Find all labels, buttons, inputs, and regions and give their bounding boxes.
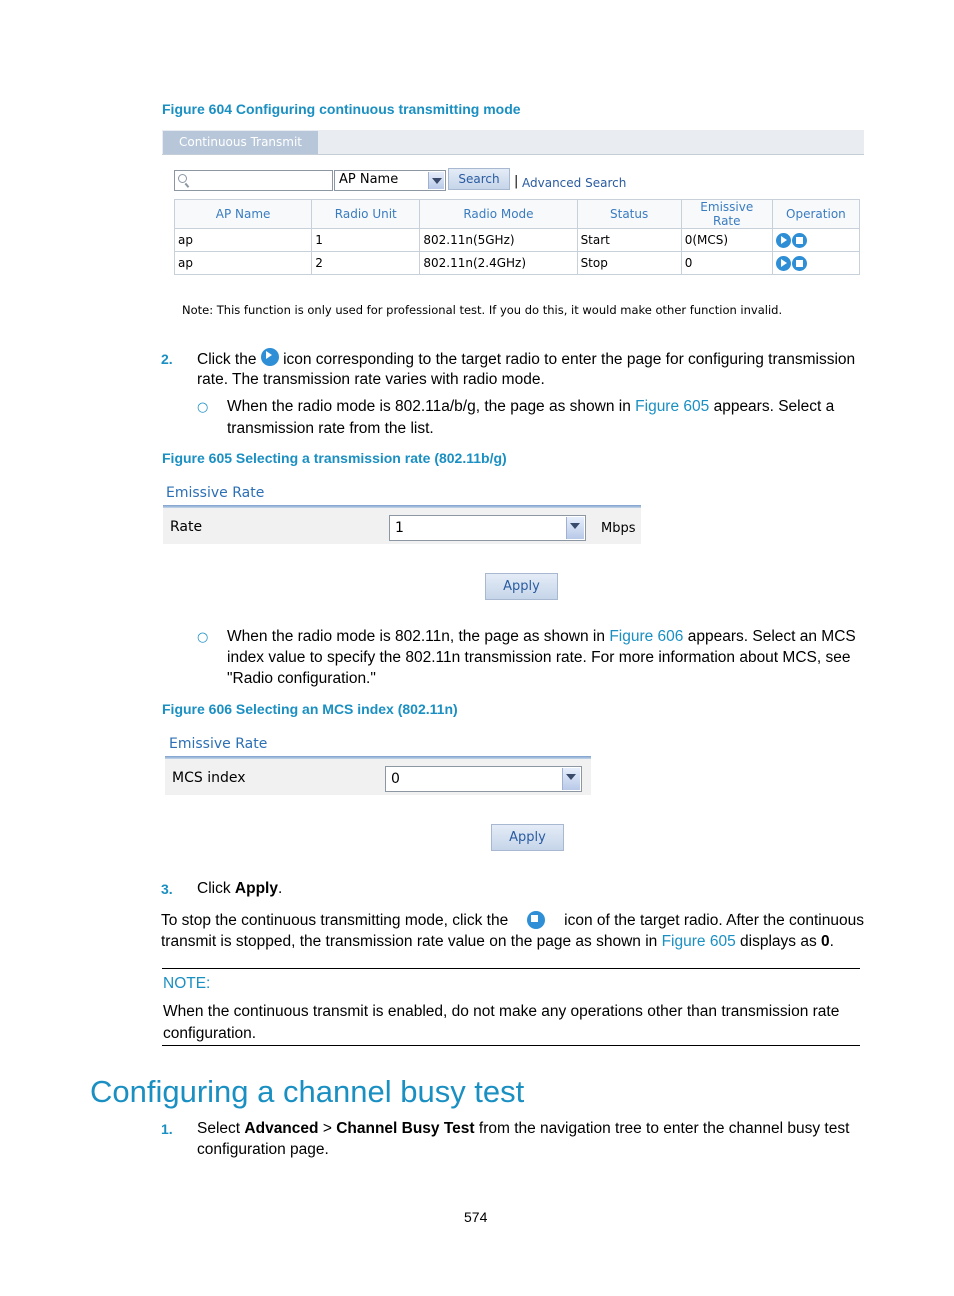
tab-continuous-transmit[interactable]: Continuous Transmit <box>163 131 318 154</box>
step-3-before: Click <box>197 880 231 897</box>
sub-1-text <box>227 396 834 417</box>
link-separator: | <box>514 174 519 189</box>
step-3-after: . <box>277 880 283 897</box>
apply-button[interactable]: Apply <box>491 824 564 851</box>
stop-para-zero: 0 <box>821 933 830 950</box>
mcs-label: MCS index <box>172 770 246 786</box>
panel-title: Emissive Rate <box>169 736 268 752</box>
table-row <box>175 252 860 275</box>
step-2-line2: rate. The transmission rate varies with radio mode. <box>197 371 545 388</box>
section-step-after: from the navigation tree to enter the channel busy test <box>478 1120 850 1137</box>
col-status[interactable]: Status <box>577 200 681 229</box>
table-row <box>175 229 860 252</box>
advanced-search-link[interactable]: Advanced Search <box>522 176 627 190</box>
start-transmit-icon[interactable] <box>776 233 791 248</box>
step-2-text-before: Click the <box>197 351 257 368</box>
step-3-text <box>197 878 282 899</box>
rate-value: 1 <box>395 520 404 536</box>
start-transmit-icon[interactable] <box>776 256 791 271</box>
sub-1-line2: transmission rate from the list. <box>227 420 434 437</box>
sub-2-line2: index value to specify the 802.11n transmission rate. For more information about MCS, see <box>227 649 851 666</box>
cell-emissive-rate: 0 <box>681 252 772 275</box>
note-title: NOTE: <box>163 975 211 992</box>
search-field-value: AP Name <box>339 172 399 187</box>
stop-para-after: icon of the target radio. After the continuous <box>564 912 864 929</box>
cell-status: Stop <box>577 252 681 275</box>
sub-1-after: appears. Select a <box>713 398 835 415</box>
section-step-separator: > <box>322 1120 332 1137</box>
cell-status: Start <box>577 229 681 252</box>
col-radio-mode[interactable]: Radio Mode <box>420 200 577 229</box>
cell-ap-name: ap <box>175 229 312 252</box>
mcs-value: 0 <box>391 771 400 787</box>
search-button[interactable]: Search <box>448 168 510 190</box>
step-3-apply: Apply <box>234 880 278 897</box>
stop-para-line1 <box>161 910 864 931</box>
figure-605-caption: Figure 605 Selecting a transmission rate (802.11b/g) <box>162 450 507 466</box>
cell-operation <box>772 229 859 252</box>
note-top-rule <box>162 968 860 969</box>
apply-button[interactable]: Apply <box>485 573 558 600</box>
note-line2: configuration. <box>163 1025 257 1042</box>
function-note: Note: This function is only used for professional test. If you do this, it would make other function invalid. <box>182 303 783 317</box>
section-step-1-line2: configuration page. <box>197 1141 329 1158</box>
note-line1: When the continuous transmit is enabled, do not make any operations other than transmission rate <box>163 1003 840 1020</box>
stop-para-line2-before: transmit is stopped, the transmission rate value on the page as shown in <box>161 933 658 950</box>
table-header-row <box>175 200 860 229</box>
search-field-select[interactable] <box>334 170 446 191</box>
cell-radio-mode: 802.11n(2.4GHz) <box>420 252 577 275</box>
stop-para-end: . <box>829 933 834 950</box>
page-number: 574 <box>464 1209 488 1225</box>
sub-1-before: When the radio mode is 802.11a/b/g, the page as shown in <box>227 398 631 415</box>
search-icon <box>178 174 187 183</box>
chevron-down-icon <box>428 172 444 189</box>
section-step-1-text <box>197 1118 849 1139</box>
step-2-number: 2. <box>161 351 173 367</box>
cell-radio-unit: 2 <box>312 252 420 275</box>
rate-label: Rate <box>170 519 203 535</box>
stop-para-before: To stop the continuous transmitting mode, click the <box>161 912 509 929</box>
step-3-number: 3. <box>161 881 173 897</box>
stop-transmit-icon[interactable] <box>792 233 807 248</box>
chevron-down-icon <box>562 768 580 790</box>
bullet-icon: ○ <box>197 400 209 415</box>
figure-605-link[interactable]: Figure 605 <box>635 398 710 415</box>
sub-2-line3: "Radio configuration." <box>227 670 376 687</box>
mcs-index-select[interactable] <box>385 766 582 792</box>
cell-emissive-rate: 0(MCS) <box>681 229 772 252</box>
step-2-text-after: icon corresponding to the target radio to enter the page for configuring transmission <box>283 351 856 368</box>
sub-2-before: When the radio mode is 802.11n, the page as shown in <box>227 628 605 645</box>
figure-606-link[interactable]: Figure 606 <box>609 628 684 645</box>
ap-radio-table <box>174 199 860 275</box>
col-radio-unit[interactable]: Radio Unit <box>312 200 420 229</box>
rate-select[interactable] <box>389 515 586 541</box>
cell-radio-mode: 802.11n(5GHz) <box>420 229 577 252</box>
section-heading: Configuring a channel busy test <box>90 1074 525 1109</box>
section-step-before: Select <box>197 1120 241 1137</box>
cell-operation <box>772 252 859 275</box>
stop-para-line2-mid: displays as <box>740 933 817 950</box>
col-emissive-rate[interactable]: Emissive Rate <box>681 200 772 229</box>
search-input[interactable] <box>174 170 333 191</box>
col-ap-name[interactable]: AP Name <box>175 200 312 229</box>
figure-606-caption: Figure 606 Selecting an MCS index (802.11n) <box>162 701 458 717</box>
sub-2-text <box>227 626 856 647</box>
rate-unit: Mbps <box>601 521 636 536</box>
step-2-text <box>197 348 855 370</box>
stop-transmit-icon[interactable] <box>792 256 807 271</box>
note-bottom-rule <box>162 1045 860 1046</box>
panel-title: Emissive Rate <box>166 485 265 501</box>
figure-604-caption: Figure 604 Configuring continuous transmitting mode <box>162 101 521 117</box>
stop-para-line2 <box>161 931 834 952</box>
col-operation: Operation <box>772 200 859 229</box>
cell-radio-unit: 1 <box>312 229 420 252</box>
sub-2-after: appears. Select an MCS <box>687 628 856 645</box>
section-step-advanced: Advanced <box>244 1120 319 1137</box>
cell-ap-name: ap <box>175 252 312 275</box>
start-transmit-icon <box>261 348 279 366</box>
figure-605-link[interactable]: Figure 605 <box>661 933 736 950</box>
section-step-1-number: 1. <box>161 1121 173 1137</box>
section-step-channel-busy-test: Channel Busy Test <box>336 1120 475 1137</box>
bullet-icon: ○ <box>197 630 209 645</box>
stop-transmit-icon <box>527 911 545 929</box>
chevron-down-icon <box>566 517 584 539</box>
